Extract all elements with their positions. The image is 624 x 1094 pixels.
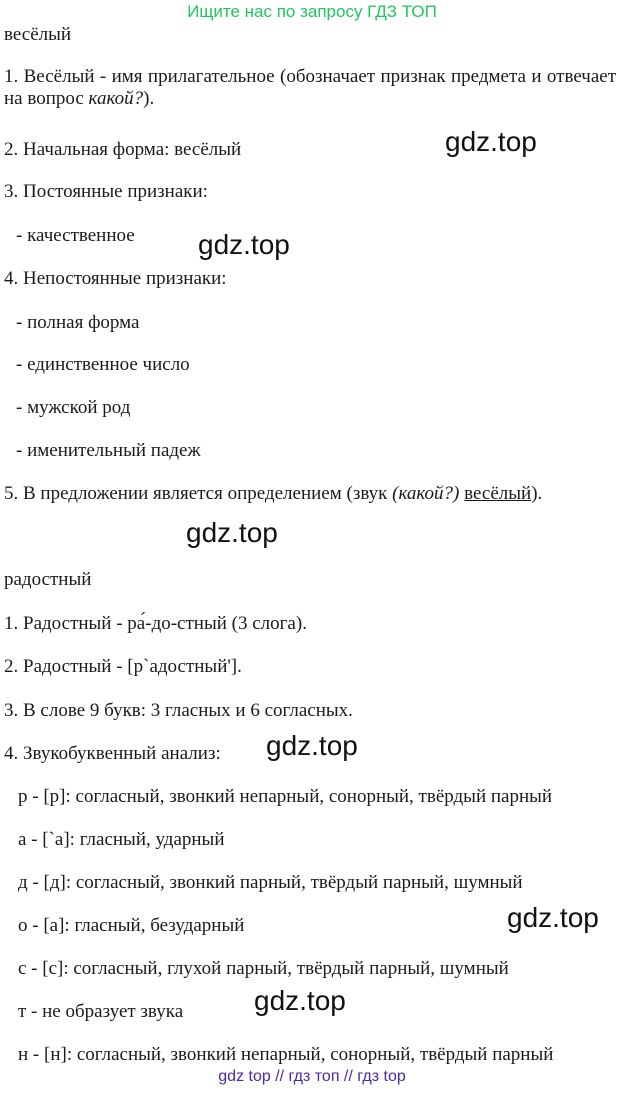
word2-item-2: 2. Радостный - [р`адостный']. — [4, 656, 242, 677]
word1-item-3: 3. Постоянные признаки: — [4, 181, 208, 202]
sound-row-1: р - [р]: согласный, звонкий непарный, сонорный, твёрдый парный — [18, 786, 553, 807]
word1-item-5-question: (какой?) — [392, 483, 460, 504]
word2-item-1: 1. Радостный - ра́-до-стный (3 слога). — [4, 613, 307, 634]
footer-caption: gdz top // гдз топ // гдз top — [218, 1068, 406, 1085]
word1-item-1-question: какой? — [88, 88, 144, 109]
word1-item-4: 4. Непостоянные признаки: — [4, 268, 227, 289]
word1-item-2: 2. Начальная форма: весёлый — [4, 139, 242, 160]
word1-item-5-text: 5. В предложении является определением (звук — [4, 483, 393, 504]
word1-item-5-word: весёлый — [464, 483, 532, 504]
word1-var-1: - полная форма — [16, 312, 140, 333]
watermark: gdz.top — [186, 517, 278, 548]
word1-const-1: - качественное — [16, 225, 135, 246]
sound-row-2: а - [`а]: гласный, ударный — [18, 829, 225, 850]
word2-heading: радостный — [4, 569, 92, 590]
word1-heading: весёлый — [4, 24, 72, 45]
sound-row-5: с - [с]: согласный, глухой парный, твёрдый парный, шумный — [18, 958, 509, 979]
word1-var-4: - именительный падеж — [16, 440, 201, 461]
sound-row-7: н - [н]: согласный, звонкий непарный, сонорный, твёрдый парный — [18, 1044, 554, 1065]
watermark: gdz.top — [254, 985, 346, 1016]
word1-item-1-text: 1. Весёлый - имя прилагательное (обозначает признак предмета и отвечает на вопрос — [4, 66, 616, 109]
word1-var-3: - мужской род — [16, 397, 131, 418]
watermark: gdz.top — [507, 902, 599, 933]
word1-item-5 — [4, 483, 542, 505]
word1-var-2: - единственное число — [16, 354, 190, 375]
word1-item-5-end: ). — [531, 483, 543, 504]
word2-item-4: 4. Звукобуквенный анализ: — [4, 743, 221, 764]
word1-item-1-end: ). — [143, 88, 155, 109]
word1-item-1 — [4, 66, 616, 110]
word2-item-3: 3. В слове 9 букв: 3 гласных и 6 согласных. — [4, 700, 353, 721]
sound-row-6: т - не образует звука — [18, 1001, 184, 1022]
search-banner: Ищите нас по запросу ГДЗ ТОП — [187, 2, 437, 21]
sound-row-3: д - [д]: согласный, звонкий парный, твёрдый парный, шумный — [18, 872, 523, 893]
sound-row-4: о - [а]: гласный, безударный — [18, 915, 245, 936]
watermark: gdz.top — [445, 126, 537, 157]
watermark: gdz.top — [198, 229, 290, 260]
watermark: gdz.top — [266, 730, 358, 761]
